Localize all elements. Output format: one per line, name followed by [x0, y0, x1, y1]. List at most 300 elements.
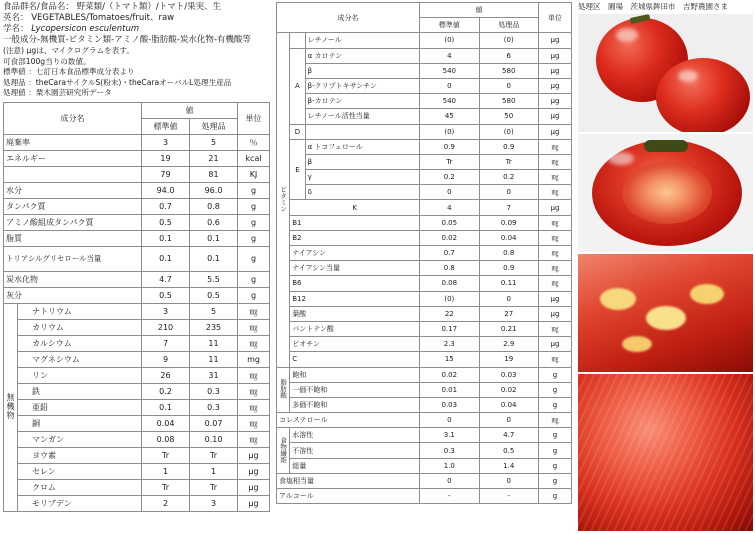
row-treated: 11	[190, 335, 238, 351]
group-label-fiber	[277, 428, 290, 474]
row-unit: μg	[538, 200, 571, 215]
row-label: 亜鉛	[18, 399, 142, 415]
group-label-fatty-acids	[277, 367, 290, 413]
row-treated: Tr	[190, 447, 238, 463]
group-label-text: 脂肪酸	[279, 379, 288, 399]
row-name: トコフェロール	[314, 142, 363, 151]
row-treated: 6	[479, 48, 538, 63]
row-treated: 0.07	[190, 415, 238, 431]
row-label: 一価不飽和	[290, 382, 420, 397]
right-column	[576, 0, 755, 533]
table-row	[277, 230, 572, 245]
left-column	[0, 0, 272, 533]
row-standard: 0.01	[420, 382, 479, 397]
row-unit: g	[238, 182, 270, 198]
table-row	[4, 182, 270, 198]
table-row	[277, 94, 572, 109]
table-row	[4, 447, 270, 463]
row-treated: 0.1	[190, 230, 238, 246]
row-unit: KJ	[238, 166, 270, 182]
row-unit: g	[538, 443, 571, 458]
row-treated: 5.5	[190, 271, 238, 287]
row-treated: 31	[190, 367, 238, 383]
row-unit: μg	[238, 479, 270, 495]
row-treated: 27	[479, 306, 538, 321]
table-row	[277, 124, 572, 139]
col-header-unit: 単位	[538, 3, 571, 33]
row-unit: ㎎	[538, 230, 571, 245]
photo-tomato-flesh-closeup	[578, 254, 753, 372]
row-treated: 0.10	[190, 431, 238, 447]
row-standard: 0.5	[142, 287, 190, 303]
row-label: レチノール活性当量	[305, 109, 419, 124]
row-unit: μg	[238, 463, 270, 479]
row-standard: 0.03	[420, 397, 479, 412]
row-treated: 96.0	[190, 182, 238, 198]
row-unit: g	[538, 428, 571, 443]
table-row	[277, 261, 572, 276]
row-unit: ㎎	[238, 431, 270, 447]
table-row	[4, 415, 270, 431]
row-label: C	[290, 352, 420, 367]
table-row	[4, 319, 270, 335]
table-row	[277, 246, 572, 261]
col-header-treated: 処理品	[479, 18, 538, 33]
row-label: アルコール	[277, 489, 420, 504]
photo-caption: 処理区 圃場 茨城県鉾田市 吉野農園さま	[578, 2, 728, 11]
row-treated: 0	[479, 78, 538, 93]
note-treated-source: 処理品 ：theCaraサイクルS(粉末)・theCaraオーバルL処理生産品	[3, 77, 232, 87]
row-unit: μg	[538, 94, 571, 109]
note-microgram: (注意) μgは、マイクログラムを表す。	[3, 46, 134, 55]
row-unit: ㎎	[238, 319, 270, 335]
row-unit: ㎎	[238, 399, 270, 415]
row-treated: 235	[190, 319, 238, 335]
row-standard: 0.8	[420, 261, 479, 276]
table-row	[277, 154, 572, 169]
row-standard: 45	[420, 109, 479, 124]
row-treated: 1.4	[479, 458, 538, 473]
row-label: γ	[305, 170, 419, 185]
row-standard: -	[420, 489, 479, 504]
table-header-row	[277, 3, 572, 18]
vitamin-group: E	[290, 139, 305, 200]
photo-tomatoes-whole-1	[578, 14, 753, 132]
table-row	[277, 458, 572, 473]
table-row	[277, 382, 572, 397]
row-standard: 210	[142, 319, 190, 335]
row-standard: 0	[420, 473, 479, 488]
table-row	[4, 367, 270, 383]
table-row	[4, 198, 270, 214]
row-unit: ㎎	[538, 321, 571, 336]
row-unit: μg	[538, 78, 571, 93]
row-standard: 1.0	[420, 458, 479, 473]
scientific-name-italic: Lycopersicon esculentum	[31, 24, 140, 34]
row-unit: ㎎	[238, 415, 270, 431]
row-treated: 0.2	[479, 170, 538, 185]
row-standard: Tr	[142, 479, 190, 495]
row-label: リン	[18, 367, 142, 383]
row-standard: 0.7	[420, 246, 479, 261]
row-standard: 0	[420, 185, 479, 200]
row-label: トリアシルグリセロール当量	[4, 246, 142, 271]
table-row	[4, 271, 270, 287]
row-treated: 7	[479, 200, 538, 215]
nutrition-table-middle	[276, 2, 572, 504]
row-label: B2	[290, 230, 420, 245]
row-treated: 0.3	[190, 383, 238, 399]
table-row	[4, 134, 270, 150]
table-row	[277, 33, 572, 48]
table-row	[277, 109, 572, 124]
row-treated: 21	[190, 150, 238, 166]
vitamin-group: D	[290, 124, 305, 139]
row-standard: 15	[420, 352, 479, 367]
row-standard: 3	[142, 134, 190, 150]
row-standard: 1	[142, 463, 190, 479]
row-unit: g	[238, 230, 270, 246]
row-unit: g	[238, 214, 270, 230]
row-label: 総量	[290, 458, 420, 473]
row-unit: ㎎	[538, 261, 571, 276]
row-unit: ㎎	[538, 185, 571, 200]
row-treated: 0	[479, 185, 538, 200]
row-treated: 0.02	[479, 382, 538, 397]
row-standard: 0.08	[142, 431, 190, 447]
row-unit: μg	[538, 337, 571, 352]
scientific-name: 学名： Lycopersicon esculentum	[3, 24, 140, 34]
table-row	[4, 150, 270, 166]
row-label: 炭水化物	[4, 271, 142, 287]
table-row	[4, 214, 270, 230]
row-unit: g	[238, 287, 270, 303]
row-treated: 2.9	[479, 337, 538, 352]
row-label: 飽和	[290, 367, 420, 382]
row-treated: 0.9	[479, 139, 538, 154]
vitamin-group	[290, 33, 305, 48]
table-row	[277, 306, 572, 321]
table-row	[4, 246, 270, 271]
row-unit: μg	[538, 48, 571, 63]
table-row	[277, 489, 572, 504]
table-row	[4, 399, 270, 415]
row-standard: 4	[420, 48, 479, 63]
photo-tomato-halved	[578, 134, 753, 252]
row-treated: 0.6	[190, 214, 238, 230]
row-label: 廃棄率	[4, 134, 142, 150]
row-label: エネルギー	[4, 150, 142, 166]
table-row	[4, 463, 270, 479]
note-per100g: 可食部100g当りの数値。	[3, 56, 91, 66]
row-unit: g	[238, 246, 270, 271]
group-label-text: ビタミン	[279, 185, 288, 212]
row-treated: Tr	[190, 479, 238, 495]
row-unit: kcal	[238, 150, 270, 166]
row-standard: 2.3	[420, 337, 479, 352]
table-header-row	[4, 102, 270, 118]
row-label: セレン	[18, 463, 142, 479]
row-unit: g	[538, 489, 571, 504]
row-unit: g	[538, 367, 571, 382]
food-group-name: 食品群名/食品名： 野菜類/（トマト類）/トマト/果実、生	[3, 2, 222, 12]
row-treated: 0	[479, 291, 538, 306]
row-unit: μg	[238, 447, 270, 463]
row-label: カルシウム	[18, 335, 142, 351]
table-row	[277, 276, 572, 291]
table-row	[277, 215, 572, 230]
row-unit: mg	[238, 351, 270, 367]
row-label	[4, 166, 142, 182]
photo-tomato-macro-texture	[578, 374, 753, 531]
table-row	[277, 185, 572, 200]
row-standard: 0.2	[420, 170, 479, 185]
table-row	[277, 200, 572, 215]
table-row	[4, 230, 270, 246]
row-label: カリウム	[18, 319, 142, 335]
row-unit: g	[538, 458, 571, 473]
row-treated: 580	[479, 63, 538, 78]
row-label: B6	[290, 276, 420, 291]
row-unit: ㎎	[238, 303, 270, 319]
group-label-text: 無機物	[6, 392, 15, 420]
row-label	[305, 124, 419, 139]
row-treated: 0	[479, 413, 538, 428]
row-standard: 0.7	[142, 198, 190, 214]
row-unit: ㎎	[238, 383, 270, 399]
table-row	[4, 383, 270, 399]
row-unit: ㎎	[238, 367, 270, 383]
row-standard: 79	[142, 166, 190, 182]
col-header-component: 成分名	[4, 102, 142, 134]
row-treated: 0.11	[479, 276, 538, 291]
row-label: マグネシウム	[18, 351, 142, 367]
row-standard: 3	[142, 303, 190, 319]
table-row	[4, 335, 270, 351]
row-standard: 0.9	[420, 139, 479, 154]
row-standard: 4.7	[142, 271, 190, 287]
row-unit: g	[538, 473, 571, 488]
table-row	[277, 473, 572, 488]
row-label: δ	[305, 185, 419, 200]
row-unit: ㎎	[238, 335, 270, 351]
row-label: ナイアシン	[290, 246, 420, 261]
table-row	[277, 367, 572, 382]
row-label: K	[290, 200, 420, 215]
row-standard: 19	[142, 150, 190, 166]
row-label: β-クリプトキサンチン	[305, 78, 419, 93]
row-label: モリブデン	[18, 495, 142, 511]
row-treated: 0.04	[479, 230, 538, 245]
row-unit: g	[238, 271, 270, 287]
row-treated: 0.1	[190, 246, 238, 271]
row-label: コレステロール	[277, 413, 420, 428]
row-label: β	[305, 154, 419, 169]
row-label: B12	[290, 291, 420, 306]
col-header-standard: 標準値	[142, 118, 190, 134]
row-label: クロム	[18, 479, 142, 495]
table-row	[277, 139, 572, 154]
table-row	[277, 78, 572, 93]
row-standard: 0.3	[420, 443, 479, 458]
row-treated: 0.8	[190, 198, 238, 214]
row-treated: 19	[479, 352, 538, 367]
vitamin-group: A	[290, 48, 305, 124]
row-label: ナイアシン当量	[290, 261, 420, 276]
row-unit: ㎎	[538, 413, 571, 428]
col-header-value: 値	[142, 102, 238, 118]
table-row	[277, 337, 572, 352]
row-unit: g	[238, 198, 270, 214]
row-treated: Tr	[479, 154, 538, 169]
col-header-component: 成分名	[277, 3, 420, 33]
nutrition-table-left	[3, 102, 270, 512]
row-unit: μg	[538, 109, 571, 124]
row-treated: 5	[190, 303, 238, 319]
row-treated: 5	[190, 134, 238, 150]
table-row	[277, 170, 572, 185]
table-row	[277, 397, 572, 412]
row-standard: 0	[420, 78, 479, 93]
row-standard: 0.1	[142, 230, 190, 246]
row-name: カロテン	[314, 51, 343, 60]
row-label: ナトリウム	[18, 303, 142, 319]
row-standard: Tr	[142, 447, 190, 463]
row-standard: 94.0	[142, 182, 190, 198]
row-label: レチノール	[305, 33, 419, 48]
row-label: 不溶性	[290, 443, 420, 458]
row-unit: ㎎	[538, 170, 571, 185]
col-header-standard: 標準値	[420, 18, 479, 33]
row-treated: 81	[190, 166, 238, 182]
row-unit: ㎎	[538, 215, 571, 230]
composition-summary: 一般成分-無機質-ビタミン類-アミノ酸-脂肪酸-炭水化物-有機酸等	[3, 35, 251, 45]
row-sub: α	[307, 142, 313, 151]
row-label: 鉄	[18, 383, 142, 399]
row-standard: 4	[420, 200, 479, 215]
row-unit: ㎎	[538, 139, 571, 154]
row-treated: 11	[190, 351, 238, 367]
row-standard: 0.02	[420, 230, 479, 245]
row-label: 灰分	[4, 287, 142, 303]
row-label: B1	[290, 215, 420, 230]
row-standard: 9	[142, 351, 190, 367]
table-row	[277, 443, 572, 458]
group-label-vitamins	[277, 33, 290, 367]
row-label: パントテン酸	[290, 321, 420, 336]
english-name: 英名： VEGETABLES/Tomatoes/fruit、raw	[3, 13, 175, 23]
row-treated: 0.21	[479, 321, 538, 336]
row-unit: μg	[538, 306, 571, 321]
table-row	[277, 352, 572, 367]
row-treated: 50	[479, 109, 538, 124]
row-standard: 0.04	[142, 415, 190, 431]
group-label-text: 食物繊維	[279, 436, 288, 463]
row-treated: 0.5	[190, 287, 238, 303]
row-unit: μg	[538, 33, 571, 48]
row-standard: 0.02	[420, 367, 479, 382]
row-unit: μg	[538, 291, 571, 306]
table-row	[277, 48, 572, 63]
row-label: 水溶性	[290, 428, 420, 443]
table-row	[4, 495, 270, 511]
table-row	[4, 303, 270, 319]
row-standard: 0.1	[142, 246, 190, 271]
row-unit: μg	[538, 124, 571, 139]
row-standard: 540	[420, 94, 479, 109]
row-label: β-カロテン	[305, 94, 419, 109]
row-standard: 540	[420, 63, 479, 78]
row-treated: 0.8	[479, 246, 538, 261]
row-treated: -	[479, 489, 538, 504]
row-unit: μg	[538, 63, 571, 78]
row-label	[305, 139, 419, 154]
row-unit: μg	[238, 495, 270, 511]
row-label: タンパク質	[4, 198, 142, 214]
row-treated: 0.04	[479, 397, 538, 412]
row-standard: 2	[142, 495, 190, 511]
row-standard: (0)	[420, 291, 479, 306]
group-label-minerals	[4, 303, 18, 511]
row-label	[305, 48, 419, 63]
row-standard: 0.1	[142, 399, 190, 415]
row-standard: 3.1	[420, 428, 479, 443]
row-standard: Tr	[420, 154, 479, 169]
row-standard: 0.08	[420, 276, 479, 291]
row-unit: ㎎	[538, 352, 571, 367]
row-label: 脂質	[4, 230, 142, 246]
row-label: 多価不飽和	[290, 397, 420, 412]
row-standard: 22	[420, 306, 479, 321]
row-label: マンガン	[18, 431, 142, 447]
row-label: ビオチン	[290, 337, 420, 352]
row-label: 水分	[4, 182, 142, 198]
row-treated: 0.09	[479, 215, 538, 230]
row-label: ヨウ素	[18, 447, 142, 463]
row-standard: 0.05	[420, 215, 479, 230]
table-row	[277, 428, 572, 443]
row-unit: ㎎	[538, 154, 571, 169]
row-treated: 3	[190, 495, 238, 511]
row-treated: 0.03	[479, 367, 538, 382]
row-standard: 0.2	[142, 383, 190, 399]
row-treated: 0.5	[479, 443, 538, 458]
table-row	[277, 413, 572, 428]
row-label: アミノ酸組成タンパク質	[4, 214, 142, 230]
row-standard: 7	[142, 335, 190, 351]
table-row	[4, 431, 270, 447]
row-standard: 26	[142, 367, 190, 383]
row-treated: (0)	[479, 124, 538, 139]
row-treated: (0)	[479, 33, 538, 48]
row-treated: 0	[479, 473, 538, 488]
row-standard: (0)	[420, 124, 479, 139]
row-standard: 0.5	[142, 214, 190, 230]
table-row	[277, 321, 572, 336]
row-treated: 1	[190, 463, 238, 479]
row-standard: 0	[420, 413, 479, 428]
row-label: 葉酸	[290, 306, 420, 321]
table-row	[4, 479, 270, 495]
row-unit: ㎎	[538, 276, 571, 291]
table-row	[4, 166, 270, 182]
note-data-source: 処理値 ：栗木園芸研究所データ	[3, 88, 112, 97]
table-row	[277, 63, 572, 78]
col-header-treated: 処理品	[190, 118, 238, 134]
table-row	[4, 351, 270, 367]
table-row	[277, 291, 572, 306]
row-standard: 0.17	[420, 321, 479, 336]
